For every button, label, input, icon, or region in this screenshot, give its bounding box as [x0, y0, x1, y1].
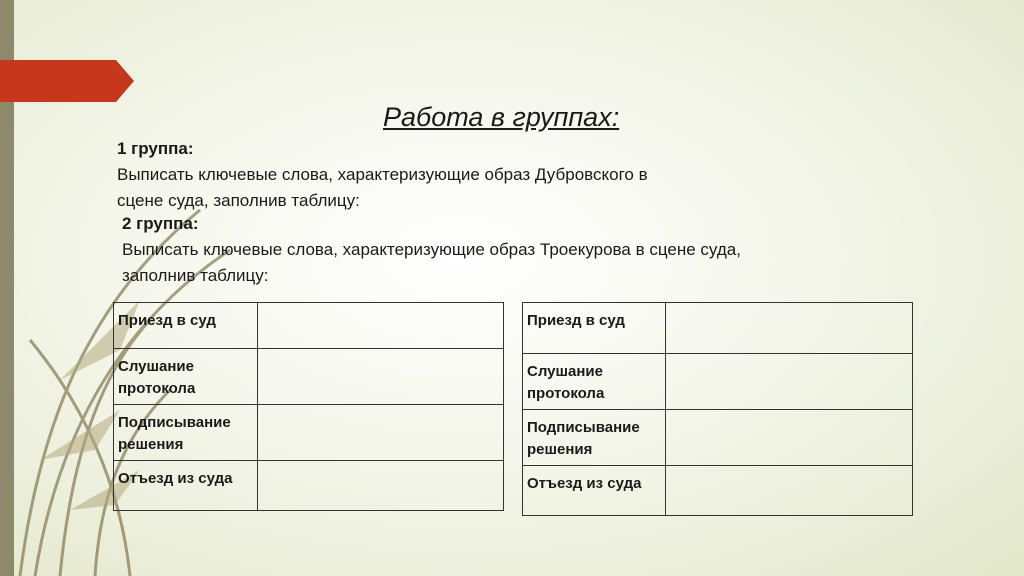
- table-row-label: Слушание протокола: [114, 349, 258, 405]
- group-2-task-line-1: Выписать ключевые слова, характеризующие образ Троекурова в сцене суда,: [122, 240, 741, 259]
- table-row-label: Приезд в суд: [114, 303, 258, 349]
- table-row: [523, 354, 913, 410]
- group-1-label: 1 группа:: [117, 139, 194, 158]
- table-row: [523, 303, 913, 354]
- table-cell-empty[interactable]: [258, 303, 504, 349]
- table-row-label: Отъезд из суда: [114, 461, 258, 511]
- table-row: [114, 349, 504, 405]
- table-row-label: Отъезд из суда: [523, 466, 666, 516]
- table-row: [523, 410, 913, 466]
- table-cell-empty[interactable]: [666, 410, 913, 466]
- table-row-label: Приезд в суд: [523, 303, 666, 354]
- table-row: [523, 466, 913, 516]
- table-row-label: Подписывание решения: [523, 410, 666, 466]
- table-cell-empty[interactable]: [258, 461, 504, 511]
- table-cell-empty[interactable]: [258, 349, 504, 405]
- group-1-assignment: [117, 136, 737, 214]
- group-1-task-line-1: Выписать ключевые слова, характеризующие образ Дубровского в: [117, 165, 648, 184]
- table-cell-empty[interactable]: [666, 354, 913, 410]
- group-2-label: 2 группа:: [122, 214, 199, 233]
- table-row-label: Подписывание решения: [114, 405, 258, 461]
- table-cell-empty[interactable]: [666, 466, 913, 516]
- table-row: [114, 303, 504, 349]
- slide-title: Работа в группах:: [383, 102, 620, 132]
- group-2-table: [522, 302, 913, 516]
- accent-tab: [0, 60, 134, 102]
- table-row-label: Слушание протокола: [523, 354, 666, 410]
- table-row: [114, 461, 504, 511]
- group-2-task-line-2: заполнив таблицу:: [122, 266, 269, 285]
- table-cell-empty[interactable]: [666, 303, 913, 354]
- group-2-assignment: [122, 211, 842, 289]
- group-1-task-line-2: сцене суда, заполнив таблицу:: [117, 191, 360, 210]
- group-1-table: [113, 302, 504, 511]
- table-row: [114, 405, 504, 461]
- table-cell-empty[interactable]: [258, 405, 504, 461]
